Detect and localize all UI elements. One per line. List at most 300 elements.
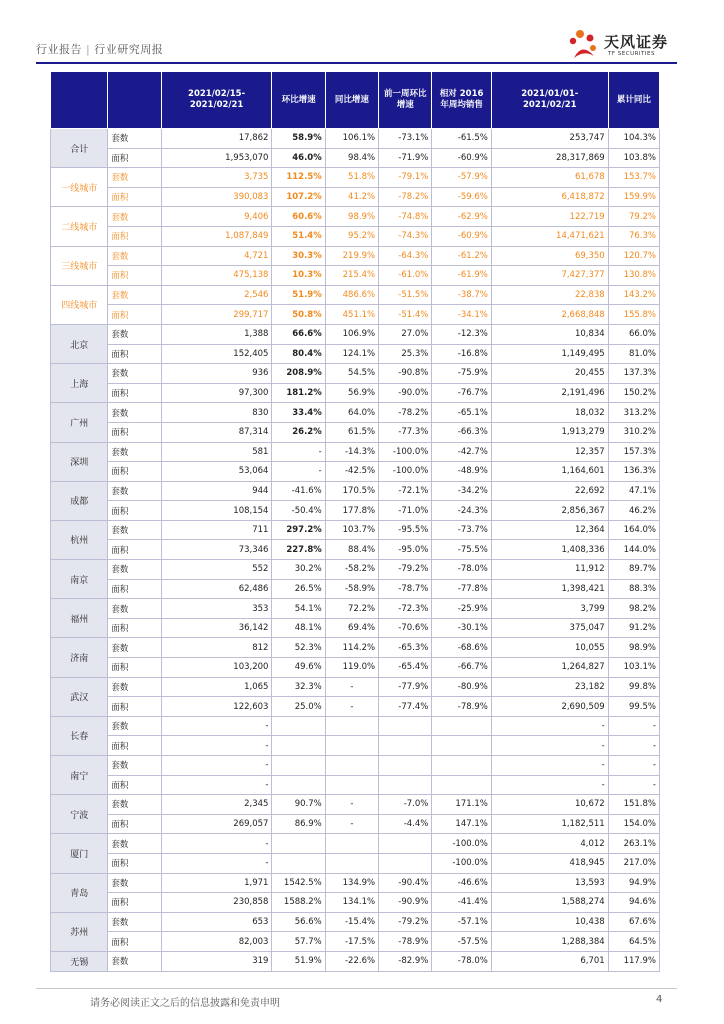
value-cell: 46.2% (608, 501, 659, 521)
value-cell: -74.3% (379, 226, 432, 246)
value-cell: 944 (161, 481, 272, 501)
value-cell: 1,065 (161, 677, 272, 697)
value-cell: 124.1% (325, 344, 378, 364)
value-cell (272, 716, 325, 736)
metric-cell: 面积 (108, 697, 161, 717)
value-cell: -58.9% (325, 579, 378, 599)
value-cell: 67.6% (608, 912, 659, 932)
value-cell: -77.9% (379, 677, 432, 697)
value-cell: -71.9% (379, 148, 432, 168)
metric-cell: 套数 (108, 129, 161, 149)
value-cell (325, 716, 378, 736)
value-cell: -65.3% (379, 638, 432, 658)
value-cell: 98.9% (325, 207, 378, 227)
value-cell: -65.4% (379, 658, 432, 678)
value-cell: 6,418,872 (491, 187, 608, 207)
value-cell: 22,838 (491, 285, 608, 305)
value-cell: 98.4% (325, 148, 378, 168)
value-cell: -100.0% (432, 834, 491, 854)
metric-cell: 面积 (108, 187, 161, 207)
value-cell: -46.6% (432, 873, 491, 893)
value-cell: 263.1% (608, 834, 659, 854)
header-right: 行业研究周报 (94, 43, 164, 56)
value-cell: -78.0% (432, 951, 491, 971)
value-cell: 98.2% (608, 599, 659, 619)
value-cell: -72.3% (379, 599, 432, 619)
value-cell: 12,357 (491, 442, 608, 462)
value-cell: - (608, 716, 659, 736)
value-cell: 134.1% (325, 893, 378, 913)
value-cell: 1,953,070 (161, 148, 272, 168)
value-cell (379, 834, 432, 854)
value-cell: 36,142 (161, 618, 272, 638)
value-cell (432, 736, 491, 756)
value-cell: -77.4% (379, 697, 432, 717)
value-cell: 10,055 (491, 638, 608, 658)
value-cell: -78.7% (379, 579, 432, 599)
value-cell: -100.0% (432, 853, 491, 873)
table-row (51, 853, 660, 873)
value-cell: -68.6% (432, 638, 491, 658)
value-cell: 97,300 (161, 383, 272, 403)
value-cell: 353 (161, 599, 272, 619)
value-cell: 150.2% (608, 383, 659, 403)
value-cell (272, 736, 325, 756)
metric-cell: 面积 (108, 344, 161, 364)
table-row (51, 305, 660, 325)
city-cell: 四线城市 (51, 285, 108, 324)
city-cell: 济南 (51, 638, 108, 677)
value-cell: -7.0% (379, 795, 432, 815)
column-header: 2021/01/01-2021/02/21 (491, 72, 608, 129)
value-cell: 51.8% (325, 168, 378, 188)
value-cell: -14.3% (325, 442, 378, 462)
column-header: 环比增速 (272, 72, 325, 129)
city-cell: 苏州 (51, 912, 108, 951)
value-cell: -34.1% (432, 305, 491, 325)
footer-divider (36, 988, 677, 989)
value-cell: -22.6% (325, 951, 378, 971)
value-cell: -76.7% (432, 383, 491, 403)
value-cell: 54.5% (325, 364, 378, 384)
value-cell: 88.4% (325, 540, 378, 560)
metric-cell: 面积 (108, 305, 161, 325)
header-separator: | (86, 43, 91, 56)
value-cell: 1,408,336 (491, 540, 608, 560)
value-cell: 46.0% (272, 148, 325, 168)
value-cell: 552 (161, 560, 272, 580)
disclaimer-text: 请务必阅读正文之后的信息披露和免责申明 (90, 998, 280, 1009)
value-cell: 2,546 (161, 285, 272, 305)
value-cell: - (491, 736, 608, 756)
value-cell: -77.8% (432, 579, 491, 599)
value-cell: 2,668,848 (491, 305, 608, 325)
metric-cell: 套数 (108, 677, 161, 697)
value-cell: -90.9% (379, 893, 432, 913)
table-row (51, 324, 660, 344)
metric-cell: 套数 (108, 795, 161, 815)
value-cell: 106.1% (325, 129, 378, 149)
value-cell: 61,678 (491, 168, 608, 188)
value-cell: 319 (161, 951, 272, 971)
value-cell: 122,719 (491, 207, 608, 227)
value-cell: 1,588,274 (491, 893, 608, 913)
value-cell: 99.8% (608, 677, 659, 697)
value-cell (272, 853, 325, 873)
value-cell: -30.1% (432, 618, 491, 638)
value-cell: 486.6% (325, 285, 378, 305)
value-cell: -51.5% (379, 285, 432, 305)
value-cell: -78.9% (379, 932, 432, 952)
value-cell: 451.1% (325, 305, 378, 325)
table-row (51, 442, 660, 462)
value-cell: 22,692 (491, 481, 608, 501)
value-cell: 136.3% (608, 462, 659, 482)
value-cell: 49.6% (272, 658, 325, 678)
value-cell: 177.8% (325, 501, 378, 521)
metric-cell: 套数 (108, 520, 161, 540)
value-cell: -75.9% (432, 364, 491, 384)
value-cell: 1,182,511 (491, 814, 608, 834)
value-cell: 89.7% (608, 560, 659, 580)
value-cell: 61.5% (325, 422, 378, 442)
city-cell: 南京 (51, 560, 108, 599)
value-cell: 10,672 (491, 795, 608, 815)
value-cell: 48.1% (272, 618, 325, 638)
metric-cell: 面积 (108, 148, 161, 168)
value-cell: 107.2% (272, 187, 325, 207)
value-cell: 208.9% (272, 364, 325, 384)
column-header: 相对 2016 年周均销售 (432, 72, 491, 129)
value-cell: 269,057 (161, 814, 272, 834)
table-row (51, 912, 660, 932)
city-cell: 厦门 (51, 834, 108, 873)
value-cell: 103,200 (161, 658, 272, 678)
metric-cell: 面积 (108, 618, 161, 638)
value-cell: - (491, 756, 608, 776)
city-cell: 宁波 (51, 795, 108, 834)
metric-cell: 面积 (108, 893, 161, 913)
table-row (51, 168, 660, 188)
value-cell: -73.7% (432, 520, 491, 540)
value-cell: 54.1% (272, 599, 325, 619)
value-cell: 219.9% (325, 246, 378, 266)
table-row (51, 756, 660, 776)
value-cell: 4,012 (491, 834, 608, 854)
value-cell: -72.1% (379, 481, 432, 501)
value-cell: 1588.2% (272, 893, 325, 913)
value-cell: 66.6% (272, 324, 325, 344)
value-cell: 13,593 (491, 873, 608, 893)
metric-cell: 套数 (108, 324, 161, 344)
value-cell: 1,388 (161, 324, 272, 344)
table-row (51, 501, 660, 521)
metric-cell: 面积 (108, 579, 161, 599)
value-cell: -75.5% (432, 540, 491, 560)
value-cell: 73,346 (161, 540, 272, 560)
metric-cell: 套数 (108, 756, 161, 776)
value-cell: 227.8% (272, 540, 325, 560)
value-cell: 47.1% (608, 481, 659, 501)
value-cell: 94.6% (608, 893, 659, 913)
value-cell: - (161, 853, 272, 873)
value-cell: -42.5% (325, 462, 378, 482)
value-cell: 1,288,384 (491, 932, 608, 952)
value-cell: 2,345 (161, 795, 272, 815)
metric-cell: 套数 (108, 442, 161, 462)
table-row (51, 873, 660, 893)
value-cell (325, 756, 378, 776)
city-cell: 一线城市 (51, 168, 108, 207)
value-cell: 157.3% (608, 442, 659, 462)
value-cell: 10.3% (272, 266, 325, 286)
city-cell: 合计 (51, 129, 108, 168)
value-cell: 375,047 (491, 618, 608, 638)
table-row (51, 207, 660, 227)
value-cell: - (608, 736, 659, 756)
value-cell: 181.2% (272, 383, 325, 403)
value-cell: 103.7% (325, 520, 378, 540)
value-cell: -58.2% (325, 560, 378, 580)
value-cell: -77.3% (379, 422, 432, 442)
value-cell (379, 716, 432, 736)
metric-cell: 套数 (108, 481, 161, 501)
table-row (51, 814, 660, 834)
value-cell: 217.0% (608, 853, 659, 873)
value-cell: 390,083 (161, 187, 272, 207)
table-row (51, 834, 660, 854)
value-cell: 11,912 (491, 560, 608, 580)
value-cell: 23,182 (491, 677, 608, 697)
table-row (51, 226, 660, 246)
value-cell: 1,913,279 (491, 422, 608, 442)
value-cell: -41.6% (272, 481, 325, 501)
table-row (51, 364, 660, 384)
table-row (51, 697, 660, 717)
metric-cell: 面积 (108, 266, 161, 286)
value-cell: 130.8% (608, 266, 659, 286)
value-cell: 120.7% (608, 246, 659, 266)
value-cell: -90.8% (379, 364, 432, 384)
value-cell: 310.2% (608, 422, 659, 442)
value-cell (379, 756, 432, 776)
value-cell (379, 775, 432, 795)
value-cell: 155.8% (608, 305, 659, 325)
value-cell (272, 756, 325, 776)
value-cell: -57.1% (432, 912, 491, 932)
city-cell: 无锡 (51, 951, 108, 971)
value-cell: -17.5% (325, 932, 378, 952)
table-row (51, 344, 660, 364)
report-category (36, 41, 163, 57)
metric-cell: 套数 (108, 364, 161, 384)
value-cell: -60.9% (432, 148, 491, 168)
metric-cell: 面积 (108, 736, 161, 756)
value-cell: -62.9% (432, 207, 491, 227)
value-cell: -61.2% (432, 246, 491, 266)
value-cell: 69,350 (491, 246, 608, 266)
value-cell: 144.0% (608, 540, 659, 560)
value-cell: 122,603 (161, 697, 272, 717)
value-cell: 1,164,601 (491, 462, 608, 482)
value-cell: 418,945 (491, 853, 608, 873)
table-row (51, 403, 660, 423)
value-cell: -42.7% (432, 442, 491, 462)
value-cell: -79.1% (379, 168, 432, 188)
value-cell: 104.3% (608, 129, 659, 149)
value-cell: 134.9% (325, 873, 378, 893)
value-cell: -78.0% (432, 560, 491, 580)
value-cell: 164.0% (608, 520, 659, 540)
value-cell: 41.2% (325, 187, 378, 207)
value-cell: 7,427,377 (491, 266, 608, 286)
value-cell: 64.0% (325, 403, 378, 423)
value-cell: 14,471,621 (491, 226, 608, 246)
value-cell: - (272, 462, 325, 482)
metric-cell: 套数 (108, 599, 161, 619)
value-cell: -61.0% (379, 266, 432, 286)
value-cell: 18,032 (491, 403, 608, 423)
value-cell: 66.0% (608, 324, 659, 344)
value-cell: 711 (161, 520, 272, 540)
value-cell: 80.4% (272, 344, 325, 364)
value-cell: 117.9% (608, 951, 659, 971)
value-cell: 10,438 (491, 912, 608, 932)
value-cell: 60.6% (272, 207, 325, 227)
value-cell: 3,735 (161, 168, 272, 188)
value-cell: 88.3% (608, 579, 659, 599)
city-cell: 广州 (51, 403, 108, 442)
company-logo (566, 28, 676, 62)
metric-cell: 套数 (108, 168, 161, 188)
value-cell: - (608, 775, 659, 795)
table-row (51, 422, 660, 442)
value-cell: 830 (161, 403, 272, 423)
value-cell (272, 834, 325, 854)
city-cell: 青岛 (51, 873, 108, 912)
value-cell: -12.3% (432, 324, 491, 344)
metric-cell: 面积 (108, 501, 161, 521)
value-cell: 56.6% (272, 912, 325, 932)
logo-mark-icon (566, 28, 600, 62)
table-row (51, 893, 660, 913)
table-row (51, 481, 660, 501)
metric-cell: 面积 (108, 422, 161, 442)
value-cell: 51.9% (272, 285, 325, 305)
value-cell: 108,154 (161, 501, 272, 521)
table-row (51, 775, 660, 795)
table-row (51, 579, 660, 599)
table-row (51, 638, 660, 658)
value-cell: -34.2% (432, 481, 491, 501)
value-cell: -61.5% (432, 129, 491, 149)
column-header: 累计同比 (608, 72, 659, 129)
metric-cell: 套数 (108, 403, 161, 423)
metric-cell: 面积 (108, 540, 161, 560)
metric-cell: 面积 (108, 383, 161, 403)
value-cell: - (161, 834, 272, 854)
value-cell: -78.2% (379, 187, 432, 207)
table-row (51, 736, 660, 756)
value-cell: - (161, 716, 272, 736)
value-cell: - (272, 442, 325, 462)
value-cell (379, 853, 432, 873)
metric-cell: 套数 (108, 834, 161, 854)
value-cell: - (325, 677, 378, 697)
value-cell: -41.4% (432, 893, 491, 913)
value-cell: 1,971 (161, 873, 272, 893)
header-left: 行业报告 (36, 43, 82, 56)
value-cell: -51.4% (379, 305, 432, 325)
value-cell: - (161, 736, 272, 756)
value-cell: -15.4% (325, 912, 378, 932)
value-cell: 152,405 (161, 344, 272, 364)
value-cell (325, 853, 378, 873)
value-cell (325, 834, 378, 854)
value-cell: 103.1% (608, 658, 659, 678)
metric-cell: 套数 (108, 873, 161, 893)
value-cell: 112.5% (272, 168, 325, 188)
metric-cell: 面积 (108, 462, 161, 482)
value-cell: -79.2% (379, 560, 432, 580)
table-row (51, 599, 660, 619)
value-cell: 30.3% (272, 246, 325, 266)
value-cell (325, 775, 378, 795)
city-cell: 二线城市 (51, 207, 108, 246)
value-cell: -16.8% (432, 344, 491, 364)
metric-cell: 面积 (108, 226, 161, 246)
value-cell: 137.3% (608, 364, 659, 384)
value-cell: 812 (161, 638, 272, 658)
logo-text-cn: 天风证券 (604, 33, 669, 51)
table-row (51, 246, 660, 266)
table-row (51, 266, 660, 286)
value-cell: 87,314 (161, 422, 272, 442)
value-cell: 30.2% (272, 560, 325, 580)
table-row (51, 540, 660, 560)
value-cell: 69.4% (325, 618, 378, 638)
metric-cell: 套数 (108, 638, 161, 658)
value-cell: 1542.5% (272, 873, 325, 893)
value-cell: 153.7% (608, 168, 659, 188)
value-cell: 119.0% (325, 658, 378, 678)
value-cell: 297.2% (272, 520, 325, 540)
value-cell: 253,747 (491, 129, 608, 149)
value-cell: -79.2% (379, 912, 432, 932)
value-cell: 12,364 (491, 520, 608, 540)
value-cell: - (491, 775, 608, 795)
value-cell: 147.1% (432, 814, 491, 834)
value-cell: 95.2% (325, 226, 378, 246)
value-cell (432, 756, 491, 776)
value-cell: 936 (161, 364, 272, 384)
column-header: 前一周环比增速 (379, 72, 432, 129)
value-cell: 90.7% (272, 795, 325, 815)
table-row (51, 795, 660, 815)
metric-cell: 套数 (108, 716, 161, 736)
metric-cell: 套数 (108, 207, 161, 227)
metric-cell: 面积 (108, 814, 161, 834)
city-cell: 三线城市 (51, 246, 108, 285)
value-cell: - (161, 756, 272, 776)
value-cell: 1,149,495 (491, 344, 608, 364)
table-row (51, 618, 660, 638)
value-cell: 52.3% (272, 638, 325, 658)
value-cell: 4,721 (161, 246, 272, 266)
table-row (51, 148, 660, 168)
table-row (51, 658, 660, 678)
metric-cell: 套数 (108, 912, 161, 932)
